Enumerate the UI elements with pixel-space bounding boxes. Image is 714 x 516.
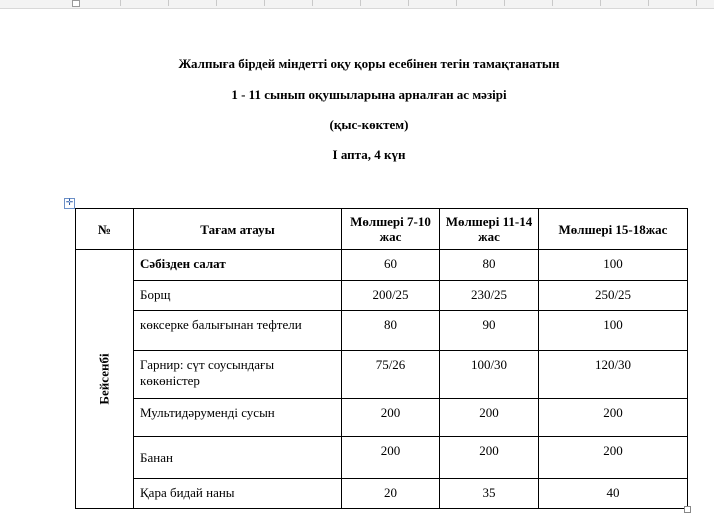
dish-name: Банан (134, 437, 342, 479)
table-row (76, 281, 688, 311)
title-line-2: 1 - 11 сынып оқушыларына арналған ас мәзірі (231, 87, 507, 102)
meal-day-cell (76, 250, 134, 509)
ruler-tick (408, 0, 409, 6)
header-dish-name: Тағам атауы (134, 209, 342, 250)
meal-day-label: Бейсенбі (96, 353, 112, 405)
ruler-tick (600, 0, 601, 6)
ruler-tick (264, 0, 265, 6)
dish-name: көксерке балығынан тефтели (134, 311, 342, 351)
portion-7-10: 200/25 (342, 281, 440, 311)
ruler-tick (504, 0, 505, 6)
portion-7-10: 200 (342, 437, 440, 479)
table-row (76, 479, 688, 509)
portion-11-14: 100/30 (440, 351, 539, 399)
portion-11-14: 35 (440, 479, 539, 509)
portion-11-14: 200 (440, 437, 539, 479)
portion-7-10: 200 (342, 399, 440, 437)
portion-7-10: 20 (342, 479, 440, 509)
ruler-tick (360, 0, 361, 6)
portion-15-18: 120/30 (539, 351, 688, 399)
table-header-row (76, 209, 688, 250)
portion-15-18: 200 (539, 399, 688, 437)
ruler-tick (312, 0, 313, 6)
portion-7-10: 80 (342, 311, 440, 351)
portion-15-18: 40 (539, 479, 688, 509)
portion-11-14: 80 (440, 250, 539, 281)
table-row (76, 437, 688, 479)
dish-name: Сәбізден салат (134, 250, 342, 281)
ruler-tick (216, 0, 217, 6)
portion-15-18: 100 (539, 250, 688, 281)
portion-11-14: 90 (440, 311, 539, 351)
menu-table (75, 208, 688, 509)
dish-name: Қара бидай наны (134, 479, 342, 509)
table-row (76, 250, 688, 281)
portion-11-14: 230/25 (440, 281, 539, 311)
table-resize-handle-icon[interactable] (684, 506, 691, 513)
ruler-tick (456, 0, 457, 6)
portion-15-18: 200 (539, 437, 688, 479)
portion-7-10: 75/26 (342, 351, 440, 399)
header-age-15-18: Мөлшері 15-18жас (539, 209, 688, 250)
title-line-1: Жалпыға бірдей міндетті оқу қоры есебінен тегін тамақтанатын (178, 56, 560, 71)
ruler-tick (552, 0, 553, 6)
portion-7-10: 60 (342, 250, 440, 281)
ruler-tick (696, 0, 697, 6)
table-row (76, 351, 688, 399)
header-age-7-10: Мөлшері 7-10 жас (342, 209, 440, 250)
portion-15-18: 250/25 (539, 281, 688, 311)
horizontal-ruler[interactable] (0, 0, 714, 9)
dish-name: Мультидәруменді сусын (134, 399, 342, 437)
table-row (76, 311, 688, 351)
portion-15-18: 100 (539, 311, 688, 351)
table-row (76, 399, 688, 437)
ruler-tick (120, 0, 121, 6)
dish-name: Гарнир: сүт соусындағы көкөністер (134, 351, 342, 399)
title-line-4: I апта, 4 күн (332, 147, 406, 162)
portion-11-14: 200 (440, 399, 539, 437)
ruler-tick (168, 0, 169, 6)
dish-name: Борщ (134, 281, 342, 311)
ruler-tick (648, 0, 649, 6)
title-line-3: (қыс-көктем) (329, 117, 409, 132)
ruler-indent-marker[interactable] (72, 0, 80, 7)
header-age-11-14: Мөлшері 11-14 жас (440, 209, 539, 250)
table-move-handle-icon[interactable]: ✛ (65, 198, 74, 208)
header-number: № (76, 209, 134, 250)
